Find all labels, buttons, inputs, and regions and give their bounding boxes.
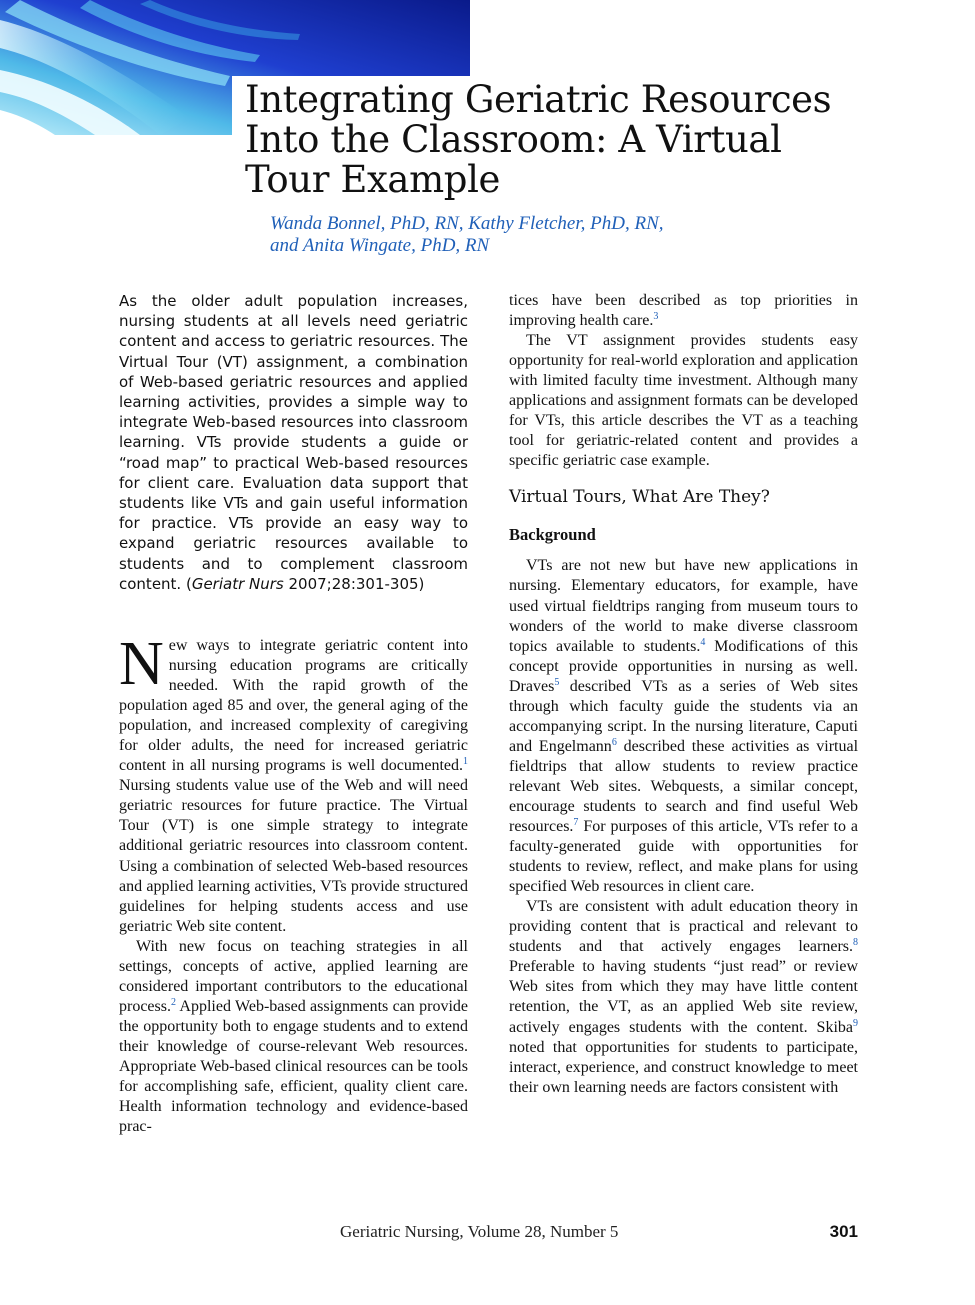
reference-superscript[interactable]: 3: [653, 311, 659, 323]
reference-superscript[interactable]: 6: [611, 736, 617, 748]
text-run: The VT assignment provides students easy opportunity for real-world exploration and application with limited faculty time investment. Although many applications and assignment formats can be developed for VTs, this article describes the VT as a teaching tool for geriatric-related content and provides a specific geriatric case example.: [509, 332, 858, 470]
author-list: [270, 213, 870, 257]
text-run: With new focus on teaching strategies in all settings, concepts of active, applied learning are considered important contributors to the educational process.: [119, 937, 468, 1015]
body-paragraph: [509, 556, 858, 897]
page-number: 301: [829, 1222, 858, 1241]
author-line: Wanda Bonnel, PhD, RN, Kathy Fletcher, PhD, RN,: [270, 213, 664, 234]
abstract-citation-details: 2007;28:301-305): [283, 574, 425, 593]
abstract-citation-journal: Geriatr Nurs: [191, 574, 284, 593]
reference-superscript[interactable]: 9: [853, 1017, 858, 1029]
drop-cap-letter: N: [119, 630, 164, 698]
subsection-heading: Background: [509, 525, 596, 545]
text-run: Nursing students value use of the Web and will need geriatric resources for future practice. The Virtual Tour (VT) is one simple strategy to integrate additional geriatric resources into classroom content. Using a combination of selected Web-based resources and applied learning activities, VTs provide structured guidelines for helping students access and use geriatric Web site content.: [119, 777, 468, 935]
text-run: VTs are not new but have new applications in nursing. Elementary educators, for example, have used virtual fieldtrips ranging from museum tours to wonders of the world to make diverse classroom topics available to students.: [509, 557, 858, 655]
text-run: tices have been described as top priorities in improving health care.: [509, 292, 858, 330]
body-paragraph: [119, 937, 468, 1137]
text-run: described VTs as a series of Web sites through which faculty guide the students via an accompanying script. In the nursing literature, Caputi and Engelmann: [509, 677, 858, 755]
text-run: Modifications of this concept provide opportunities in nursing as well. Draves: [509, 637, 858, 695]
journal-citation: Geriatric Nursing, Volume 28, Number 5: [340, 1222, 619, 1241]
reference-superscript[interactable]: 8: [853, 937, 858, 949]
reference-superscript[interactable]: 5: [554, 676, 560, 688]
text-run: For purposes of this article, VTs refer to a faculty-generated guide with opportunities for students to review, reflect, and make plans for using specified Web resources in client care.: [509, 818, 858, 896]
text-run: Applied Web-based assignments can provide the opportunity both to engage students and to extend their knowledge of course-relevant Web resources. Appropriate Web-based clinical resources can be tools for accomplishing safe, efficient, quality client care. Health information technology and evidence-based prac-: [119, 997, 468, 1136]
title-line: Tour Example: [245, 158, 500, 201]
text-run: VTs are consistent with adult education theory in providing content that is practical and relevant to students and that actively engages learners.: [509, 898, 858, 956]
abstract: [119, 291, 468, 594]
reference-superscript[interactable]: 1: [463, 756, 468, 768]
abstract-body: As the older adult population increases, nursing students at all levels need geriatric content and access to geriatric resources. The Virtual Tour (VT) assignment, a combination of Web-based geriatric resources and applied learning activities, provides a simple way to integrate Web-based resources into classroom learning. VTs provide students a guide or “road map” to practical Web-based resources for client care. Evaluation data support that students like VTs and gain useful information for practice. VTs provide an easy way to expand geriatric resources available to students and to complement classroom content. (: [119, 292, 468, 593]
title-line: Into the Classroom: A Virtual: [245, 118, 782, 161]
reference-superscript[interactable]: 7: [573, 817, 579, 829]
text-run: Preferable to having students “just read” or review Web sites from which they may have little content retention, the VT, as an applied Web site review, actively engages students with the content. Skiba: [509, 958, 858, 1036]
author-line: and Anita Wingate, PhD, RN: [270, 235, 490, 256]
page-footer: [0, 1221, 975, 1243]
article-title: [245, 80, 925, 200]
body-paragraph: [509, 291, 858, 331]
text-run: described these activities as virtual fieldtrips that allow students to review practice relevant Web sites. Webquests, a similar concept, encourage students to search and find useful Web resources.: [509, 737, 859, 836]
title-line: Integrating Geriatric Resources: [245, 78, 832, 121]
body-paragraph: [509, 897, 858, 1097]
text-run: noted that opportunities for students to participate, interact, experience, and construct knowledge to meet their own learning needs are factors consistent with: [509, 1038, 858, 1096]
left-text-column: [119, 630, 468, 1137]
reference-superscript[interactable]: 4: [700, 636, 706, 648]
body-paragraph: [509, 331, 858, 471]
intro-paragraph: [119, 630, 468, 937]
text-run: ew ways to integrate geriatric content into nursing education programs are critically needed. With the rapid growth of the population aged 85 and over, the general aging of the population, and increased complexity of caregiving for older adults, the need for increased geriatric content in all nursing programs is well documented.: [119, 637, 468, 775]
section-heading: Virtual Tours, What Are They?: [509, 487, 770, 508]
right-text-column: [509, 291, 858, 1098]
reference-superscript[interactable]: 2: [170, 996, 176, 1008]
